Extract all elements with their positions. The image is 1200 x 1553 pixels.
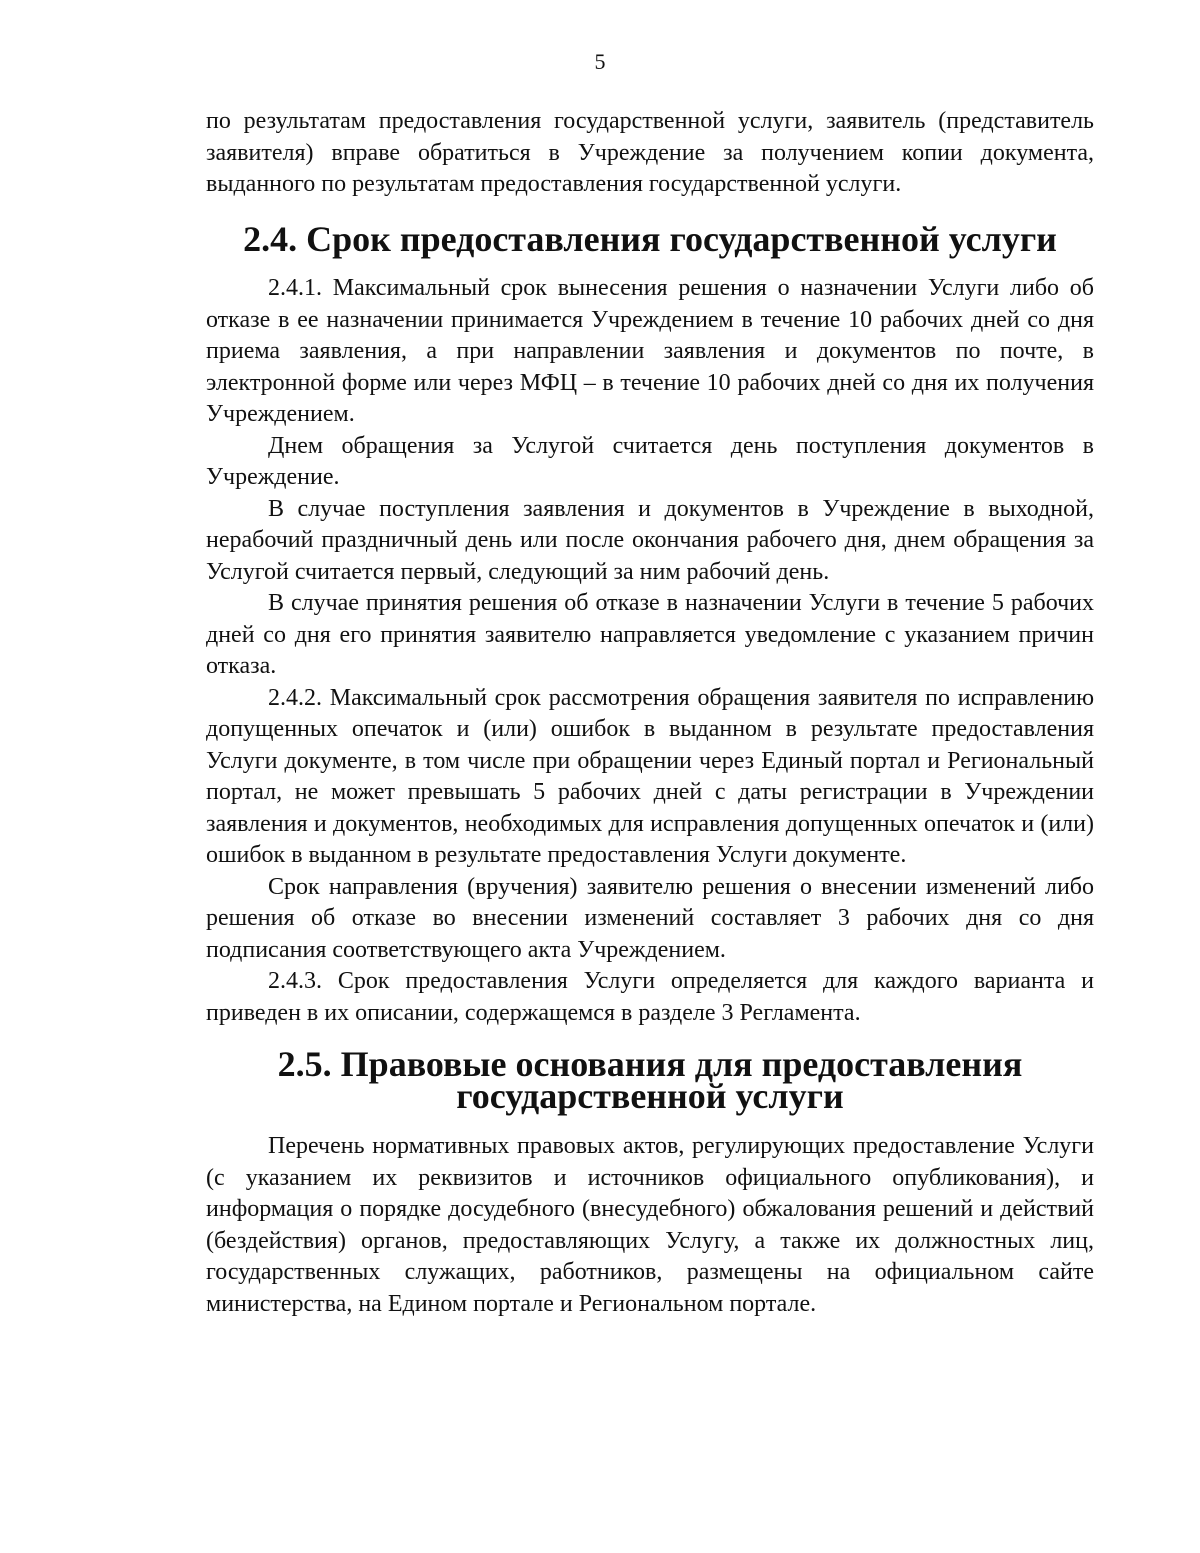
paragraph-holiday-receipt: В случае поступления заявления и документов в Учреждение в выходной, нерабочий праздничный день или после окончания рабочего дня, днем обращения за Услугой считается первый, следующий за ним рабочий день. bbox=[206, 495, 1094, 585]
paragraph-2-4-2: 2.4.2. Максимальный срок рассмотрения обращения заявителя по исправлению допущенных опечаток и (или) ошибок в выданном в результате предоставления Услуги документе, в том числе при обращении через Единый портал и Региональный портал, не может превышать 5 рабочих дней с даты регистрации в Учреждении заявления и документов, необходимых для исправления допущенных опечаток и (или) ошибок в выданном в результате предоставления Услуги документе. bbox=[206, 684, 1094, 868]
section-2-5-heading-line1: 2.5. Правовые основания для предоставления bbox=[277, 1044, 1023, 1084]
paragraph-application-day: Днем обращения за Услугой считается день поступления документов в Учреждение. bbox=[206, 432, 1094, 490]
section-2-4-heading-text: 2.4. Срок предоставления государственной услуги bbox=[243, 218, 1057, 259]
intro-paragraph: по результатам предоставления государственной услуги, заявитель (представитель заявителя) вправе обратиться в Учреждение за получением копии документа, выданного по результатам предоставления государственной услуги. bbox=[206, 108, 1094, 197]
paragraph-2-4-3: 2.4.3. Срок предоставления Услуги определяется для каждого варианта и приведен в их описании, содержащемся в разделе 3 Регламента. bbox=[206, 968, 1094, 1026]
page-number: 5 bbox=[594, 49, 606, 74]
section-2-4-heading bbox=[206, 218, 1094, 259]
paragraph-legal-acts: Перечень нормативных правовых актов, регулирующих предоставление Услуги (с указанием их реквизитов и источников официального опубликования), и информация о порядке досудебного (внесудебного) обжалования решений и действий (бездействия) органов, предоставляющих Услугу, а также их должностных лиц, государственных служащих, работников, размещены на официальном сайте министерства, на Едином портале и Региональном портале. bbox=[206, 1133, 1094, 1317]
paragraph-delivery-term: Срок направления (вручения) заявителю решения о внесении изменений либо решения об отказе во внесении изменений составляет 3 рабочих дня со дня подписания соответствующего акта Учреждением. bbox=[206, 873, 1094, 963]
section-2-5-heading bbox=[206, 1044, 1094, 1116]
paragraph-2-4-1: 2.4.1. Максимальный срок вынесения решения о назначении Услуги либо об отказе в ее назначении принимается Учреждением в течение 10 рабочих дней со дня приема заявления, а при направлении заявления и документов по почте, в электронной форме или через МФЦ – в течение 10 рабочих дней со дня их получения Учреждением. bbox=[206, 275, 1094, 427]
paragraph-refusal-notice: В случае принятия решения об отказе в назначении Услуги в течение 5 рабочих дней со дня его принятия заявителю направляется уведомление с указанием причин отказа. bbox=[206, 590, 1094, 679]
document-body bbox=[206, 106, 1094, 1320]
section-2-5-heading-line2: государственной услуги bbox=[456, 1075, 844, 1116]
